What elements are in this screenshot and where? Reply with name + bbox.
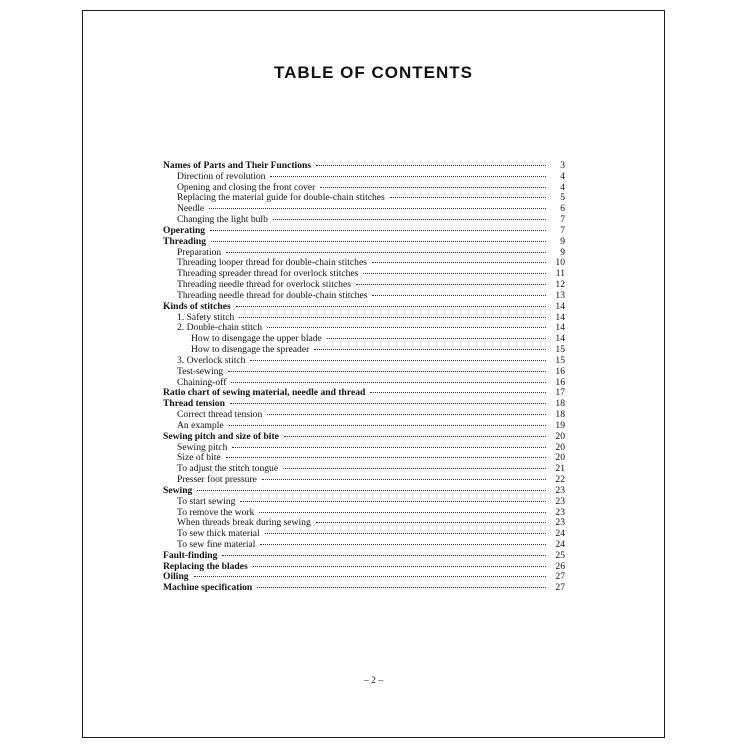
toc-entry-label: Sewing [163, 484, 193, 496]
toc-entry-label: Changing the light bulb [177, 214, 268, 226]
toc-page-number: 9 [560, 246, 565, 258]
toc-entry-label: How to disengage the spreader [191, 344, 310, 356]
toc-leader-dots [390, 197, 546, 198]
toc-entry-label: Names of Parts and Their Functions [163, 160, 312, 171]
toc-entry-label: Size of bite [177, 452, 221, 464]
toc-entry-label: Test-sewing [177, 365, 224, 377]
toc-page-number: 19 [555, 419, 565, 431]
toc-entry [163, 475, 565, 486]
toc-entry-label: To remove the work [177, 506, 255, 518]
toc-page-number: 7 [560, 214, 565, 226]
toc-leader-dots [356, 284, 546, 285]
toc-leader-dots [239, 317, 546, 318]
toc-page-number: 25 [555, 549, 565, 561]
toc-page-number: 18 [555, 409, 565, 421]
toc-leader-dots [265, 533, 546, 534]
toc-leader-dots [327, 338, 546, 339]
toc-page-number: 16 [555, 376, 565, 388]
toc-entry-label: Threading [163, 235, 207, 247]
toc-entry-label: To adjust the stitch tongue [177, 463, 279, 475]
toc-leader-dots [230, 403, 546, 404]
toc-page-number: 4 [560, 170, 565, 182]
toc-leader-dots [316, 522, 546, 523]
toc-leader-dots [211, 241, 546, 242]
toc-entry [163, 443, 565, 454]
toc-page-number: 14 [555, 322, 565, 334]
toc-entry-label: To sew thick material [177, 528, 260, 540]
toc-entry [163, 226, 565, 237]
toc-page-number: 20 [555, 452, 565, 464]
toc-entry [163, 367, 565, 378]
toc-page-number: 23 [555, 484, 565, 496]
toc-page-number: 17 [555, 387, 565, 399]
toc-entry [163, 562, 565, 573]
toc-page-number: 18 [555, 398, 565, 410]
toc-leader-dots [267, 327, 546, 328]
toc-leader-dots [197, 490, 546, 491]
toc-entry [163, 497, 565, 508]
toc-leader-dots [273, 219, 546, 220]
toc-entry [163, 215, 565, 226]
toc-page-number: 24 [555, 538, 565, 550]
toc-page-number: 14 [555, 333, 565, 345]
toc-leader-dots [316, 165, 546, 166]
toc-leader-dots [372, 262, 546, 263]
toc-leader-dots [236, 306, 546, 307]
toc-entry [163, 302, 565, 313]
toc-entry-label: Operating [163, 224, 206, 236]
toc-entry-label: Threading needle thread for double-chain stitches [177, 289, 368, 301]
toc-entry-label: Ratio chart of sewing material, needle and thread [163, 387, 366, 399]
toc-leader-dots [232, 447, 546, 448]
toc-leader-dots [226, 457, 546, 458]
toc-page-number: 11 [555, 268, 565, 280]
toc-leader-dots [270, 176, 546, 177]
toc-entry-label: An example [177, 419, 224, 431]
toc-entry [163, 356, 565, 367]
toc-entry-label: Threading spreader thread for overlock stitches [177, 268, 359, 280]
toc-page-number: 21 [555, 463, 565, 475]
toc-page-number: 10 [555, 257, 565, 269]
toc-leader-dots [229, 425, 546, 426]
page-title: TABLE OF CONTENTS [274, 63, 473, 82]
toc-entry-label: Oiling [163, 571, 189, 583]
toc-leader-dots [240, 501, 546, 502]
toc-page-number: 14 [555, 311, 565, 323]
toc-leader-dots [231, 382, 546, 383]
toc-leader-dots [283, 468, 546, 469]
toc-entry-label: 2. Double-chain stitch [177, 322, 262, 334]
toc-entry-label: Presser foot pressure [177, 474, 257, 486]
toc-entry-label: To sew fine material [177, 538, 256, 550]
toc-page-number: 26 [555, 560, 565, 572]
toc-entry [163, 540, 565, 551]
toc-leader-dots [209, 208, 546, 209]
toc-page-number: 7 [560, 224, 565, 236]
toc-entry-label: 3. Overlock stitch [177, 354, 246, 366]
toc-entry-label: To start sewing [177, 495, 236, 507]
toc-leader-dots [194, 576, 546, 577]
toc-leader-dots [222, 555, 546, 556]
toc-entry [163, 583, 565, 594]
toc-leader-dots [253, 566, 546, 567]
toc-page-number: 6 [560, 203, 565, 215]
toc-page-number: 27 [555, 571, 565, 583]
toc-leader-dots [257, 587, 546, 588]
toc-page-number: 23 [555, 495, 565, 507]
toc-page-number: 3 [560, 160, 565, 171]
toc-entry [163, 237, 565, 248]
document-page [82, 10, 665, 738]
toc-entry-label: Sewing pitch [177, 441, 228, 453]
toc-leader-dots [260, 544, 546, 545]
toc-entry-label: Replacing the material guide for double-chain stitches [177, 192, 385, 204]
toc-leader-dots [259, 512, 546, 513]
toc-page-number: 5 [560, 192, 565, 204]
page-number-footer: – 2 – [363, 675, 384, 686]
toc-entry [163, 193, 565, 204]
toc-entry-label: Needle [177, 203, 205, 215]
toc-page-number: 12 [555, 279, 565, 291]
toc-entry-label: Direction of revolution [177, 170, 266, 182]
toc-entry-label: Sewing pitch and size of bite [163, 430, 279, 442]
toc-entry-label: Thread tension [163, 398, 225, 410]
toc-page-number: 20 [555, 441, 565, 453]
table-of-contents [163, 161, 565, 594]
toc-page-number: 22 [555, 474, 565, 486]
toc-leader-dots [314, 349, 546, 350]
toc-entry-label: Correct thread tension [177, 409, 263, 421]
toc-entry-label: Machine specification [163, 582, 253, 594]
toc-page-number: 24 [555, 528, 565, 540]
toc-page-number: 13 [555, 289, 565, 301]
toc-leader-dots [226, 252, 546, 253]
toc-page-number: 20 [555, 430, 565, 442]
toc-entry-label: When threads break during sewing [177, 517, 311, 529]
toc-leader-dots [262, 479, 546, 480]
toc-page-number: 23 [555, 517, 565, 529]
toc-leader-dots [284, 436, 546, 437]
toc-page-number: 15 [555, 354, 565, 366]
toc-entry-label: Replacing the blades [163, 560, 248, 572]
toc-leader-dots [370, 392, 546, 393]
toc-page-number: 23 [555, 506, 565, 518]
toc-entry-label: 1. Safety stitch [177, 311, 235, 323]
toc-entry [163, 432, 565, 443]
toc-leader-dots [210, 230, 546, 231]
toc-leader-dots [372, 295, 546, 296]
toc-page-number: 9 [560, 235, 565, 247]
toc-leader-dots [250, 360, 546, 361]
toc-leader-dots [363, 273, 546, 274]
toc-entry-label: Preparation [177, 246, 222, 258]
toc-page-number: 4 [560, 181, 565, 193]
toc-leader-dots [228, 371, 546, 372]
toc-page-number: 27 [555, 582, 565, 594]
toc-entry-label: Fault-finding [163, 549, 218, 561]
toc-page-number: 14 [555, 300, 565, 312]
toc-entry-label: Kinds of stitches [163, 300, 231, 312]
toc-entry-label: Threading needle thread for overlock stitches [177, 279, 351, 291]
toc-entry-label: Opening and closing the front cover [177, 181, 316, 193]
toc-page-number: 16 [555, 365, 565, 377]
toc-page-number: 15 [555, 344, 565, 356]
toc-leader-dots [320, 187, 546, 188]
toc-entry-label: How to disengage the upper blade [191, 333, 322, 345]
toc-entry-label: Chaining-off [177, 376, 227, 388]
toc-entry-label: Threading looper thread for double-chain stitches [177, 257, 367, 269]
toc-leader-dots [267, 414, 546, 415]
